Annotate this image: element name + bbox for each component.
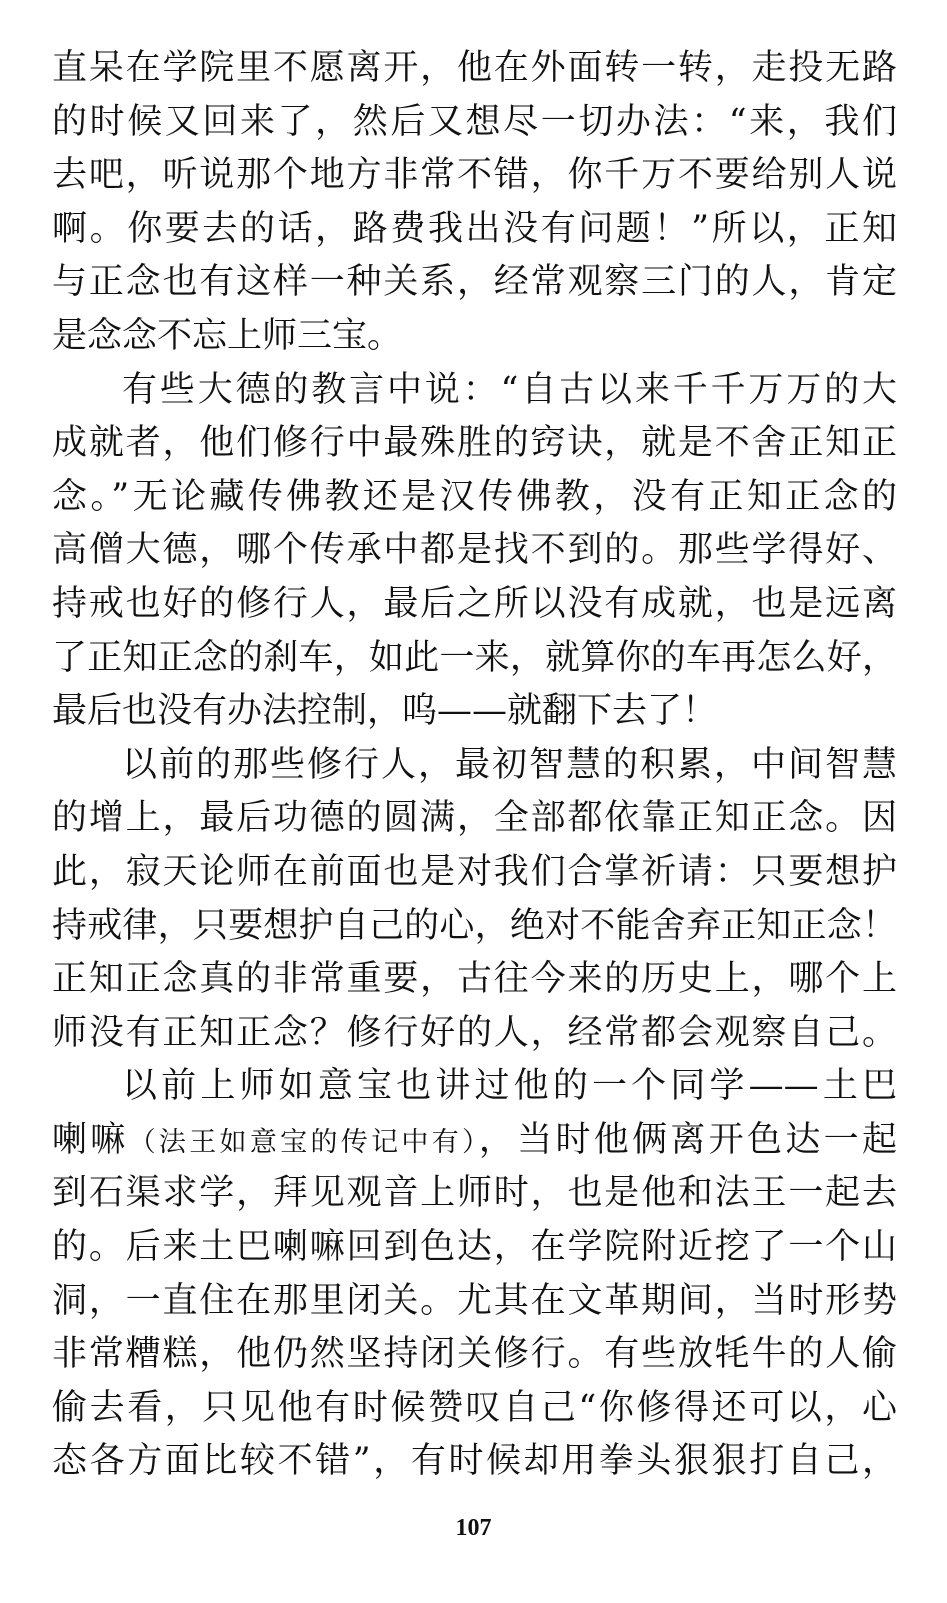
text-line: 最后也没有办法控制，呜——就翻下去了！ xyxy=(52,691,718,732)
body-text xyxy=(52,42,897,1489)
text-line: 的增上，最后功德的圆满，全部都依靠正知正念。因 xyxy=(52,798,897,839)
text-line: 啊。你要去的话，路费我出没有问题！”所以，正知 xyxy=(52,208,897,249)
page-number: 107 xyxy=(455,1515,492,1541)
text-line: 持戒律，只要想护自己的心，绝对不能舍弃正知正念！ xyxy=(52,905,897,946)
text-line: 以前上师如意宝也讲过他的一个同学——土巴 xyxy=(122,1066,897,1107)
text-line: 是念念不忘上师三宝。 xyxy=(52,315,403,356)
text-line: 师没有正知正念？修行好的人，经常都会观察自己。 xyxy=(52,1012,897,1053)
annotation-note: （法王如意宝的传记中有） xyxy=(128,1126,479,1158)
text-line: 有些大德的教言中说：“自古以来千千万万的大 xyxy=(122,369,897,410)
text-line: 洞，一直住在那里闭关。尤其在文革期间，当时形势 xyxy=(52,1280,897,1321)
text-line: 去吧，听说那个地方非常不错，你千万不要给别人说 xyxy=(52,155,897,196)
text-run: ，当时他俩离开色达一起 xyxy=(478,1119,897,1160)
text-line: 念。”无论藏传佛教还是汉传佛教，没有正知正念的 xyxy=(52,476,897,517)
text-line: 态各方面比较不错”，有时候却用拳头狠狠打自己， xyxy=(52,1441,897,1482)
text-line: 高僧大德，哪个传承中都是找不到的。那些学得好、 xyxy=(52,530,897,571)
text-line: 持戒也好的修行人，最后之所以没有成就，也是远离 xyxy=(52,583,897,624)
text-line: 与正念也有这样一种关系，经常观察三门的人，肯定 xyxy=(52,262,897,303)
text-line: 偷去看，只见他有时候赞叹自己“你修得还可以，心 xyxy=(52,1387,897,1428)
text-line: 的时候又回来了，然后又想尽一切办法：“来，我们 xyxy=(52,101,897,142)
text-line: 直呆在学院里不愿离开，他在外面转一转，走投无路 xyxy=(52,48,897,88)
text-line xyxy=(52,1114,897,1168)
text-line: 非常糟糕，他仍然坚持闭关修行。有些放牦牛的人偷 xyxy=(52,1334,897,1375)
text-line: 以前的那些修行人，最初智慧的积累，中间智慧 xyxy=(122,744,897,785)
text-line: 此，寂天论师在前面也是对我们合掌祈请：只要想护 xyxy=(52,851,897,892)
text-line: 成就者，他们修行中最殊胜的窍诀，就是不舍正知正 xyxy=(52,423,897,464)
text-line: 了正知正念的刹车，如此一来，就算你的车再怎么好， xyxy=(52,637,897,678)
text-line: 正知正念真的非常重要，古往今来的历史上，哪个上 xyxy=(52,959,897,1000)
text-run: 喇嘛 xyxy=(52,1119,129,1160)
text-line: 的。后来土巴喇嘛回到色达，在学院附近挖了一个山 xyxy=(52,1227,897,1268)
text-line: 到石渠求学，拜见观音上师时，也是他和法王一起去 xyxy=(52,1173,897,1214)
